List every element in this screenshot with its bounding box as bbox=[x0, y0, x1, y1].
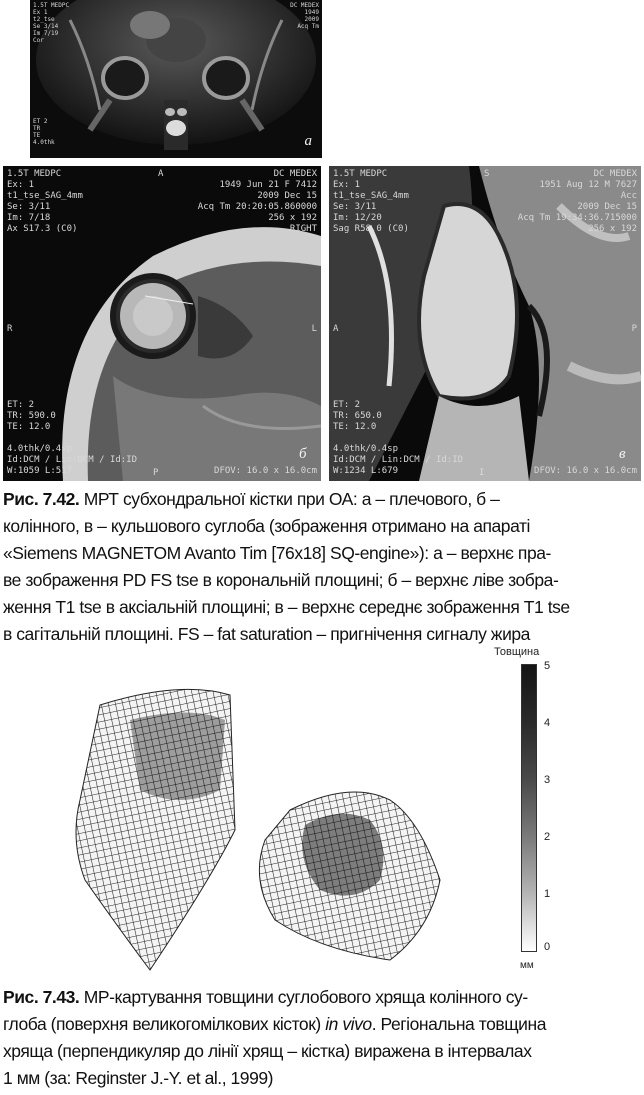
orientation-bottom: I bbox=[479, 468, 485, 478]
caption-line: «Siemens MAGNETOM Avanto Tim [76x18] SQ-engine»): а – верхнє пра- bbox=[3, 543, 551, 563]
scale-tick: 1 bbox=[544, 888, 551, 900]
caption-text: МРТ субхондральної кістки при ОА: а – плечового, б – bbox=[79, 489, 500, 509]
mri-panel-b bbox=[3, 166, 321, 481]
scale-tick: 2 bbox=[544, 831, 551, 843]
overlay-top-left: 1.5T MEDPC Ex 1 t2_tse Se 3/14 Im 7/19 Cor bbox=[33, 2, 70, 44]
caption-line: колінного, в – кульшового суглоба (зображення отримано на апараті bbox=[3, 516, 530, 536]
scale-tick: 3 bbox=[544, 774, 551, 786]
scale-tick: 0 bbox=[544, 941, 551, 953]
caption-text: . Регіональна товщина bbox=[371, 1014, 547, 1034]
overlay-top-right: DC MEDEX 1951 Aug 12 M 7627 Acc 2009 Dec 15 Acq Tm 19:34:36.715000 256 x 192 bbox=[517, 169, 637, 234]
mri-image-pelvis bbox=[30, 0, 322, 158]
figure-label: Рис. 7.42. bbox=[3, 489, 80, 509]
caption-line: ве зображення PD FS tse в корональній площині; б – верхнє ліве зобра- bbox=[3, 570, 559, 590]
orientation-top: S bbox=[484, 169, 490, 179]
mri-panel-c bbox=[329, 166, 641, 481]
mri-panel-a bbox=[30, 0, 322, 158]
overlay-bottom-left: ET: 2 TR: 650.0 TE: 12.0 4.0thk/0.4sp Id:DCM / Lin:DCM / Id:ID W:1234 L:679 bbox=[333, 400, 464, 476]
figure-label: Рис. 7.43. bbox=[3, 987, 80, 1007]
caption-line: ження T1 tse в аксіальній площині; в – верхнє середнє зображення T1 tse bbox=[3, 597, 570, 617]
overlay-bottom-right: DFOV: 16.0 x 16.0cm bbox=[534, 466, 637, 476]
scale-tick: 4 bbox=[544, 717, 551, 729]
overlay-top-right: DC MEDEX 1949 2009 Acq Tm bbox=[290, 2, 319, 30]
orientation-top: A bbox=[158, 169, 164, 179]
overlay-bottom-left: ET 2 TR TE 4.0thk bbox=[33, 118, 55, 146]
caption-line bbox=[3, 486, 641, 513]
caption-line: в сагітальній площині. FS – fat saturation – пригнічення сигналу жира bbox=[3, 624, 530, 644]
caption-line: хряща (перпендикуляр до лінії хрящ – кістка) виражена в інтервалах bbox=[3, 1041, 532, 1061]
orientation-right: P bbox=[631, 324, 637, 334]
orientation-left: R bbox=[7, 324, 13, 334]
caption-line bbox=[3, 984, 641, 1011]
thickness-scale-bar bbox=[521, 664, 537, 952]
caption-text: глоба (поверхня великогомілкових кісток) bbox=[3, 1014, 326, 1034]
scale-unit: мм bbox=[520, 960, 534, 971]
overlay-top-left: 1.5T MEDPC Ex: 1 t1_tse_SAG_4mm Se: 3/11 Im: 7/18 Ax S17.3 (C0) bbox=[7, 169, 83, 234]
orientation-left: A bbox=[333, 324, 339, 334]
caption-italic: in vivo bbox=[325, 1014, 372, 1034]
caption-line bbox=[3, 1011, 641, 1038]
scale-title: Товщина bbox=[494, 646, 540, 658]
panel-letter: в bbox=[619, 446, 626, 462]
orientation-right: L bbox=[311, 324, 317, 334]
orientation-bottom: P bbox=[153, 468, 159, 478]
overlay-bottom-right: DFOV: 16.0 x 16.0cm bbox=[214, 466, 317, 476]
caption-text: МР-картування товщини суглобового хряща колінного су- bbox=[79, 987, 528, 1007]
caption-line: 1 мм (за: Reginster J.-Y. et al., 1999) bbox=[3, 1068, 274, 1088]
overlay-top-right: DC MEDEX 1949 Jun 21 F 7412 2009 Dec 15 Acq Tm 20:20:05.860000 256 x 192 RIGHT bbox=[197, 169, 317, 234]
figure-7-42-caption bbox=[3, 486, 641, 648]
panel-letter: б bbox=[299, 446, 307, 462]
figure-7-43-caption bbox=[3, 984, 641, 1092]
panel-letter: а bbox=[304, 133, 312, 149]
overlay-bottom-left: ET: 2 TR: 590.0 TE: 12.0 4.0thk/0.4sp Id:DCM / Lin:DCM / Id:ID W:1059 L:517 bbox=[7, 400, 138, 476]
overlay-top-left: 1.5T MEDPC Ex: 1 t1_tse_SAG_4mm Se: 3/11 Im: 12/20 Sag R58.0 (C0) bbox=[333, 169, 409, 234]
scale-tick: 5 bbox=[544, 660, 551, 672]
cartilage-thickness-map bbox=[60, 680, 530, 980]
